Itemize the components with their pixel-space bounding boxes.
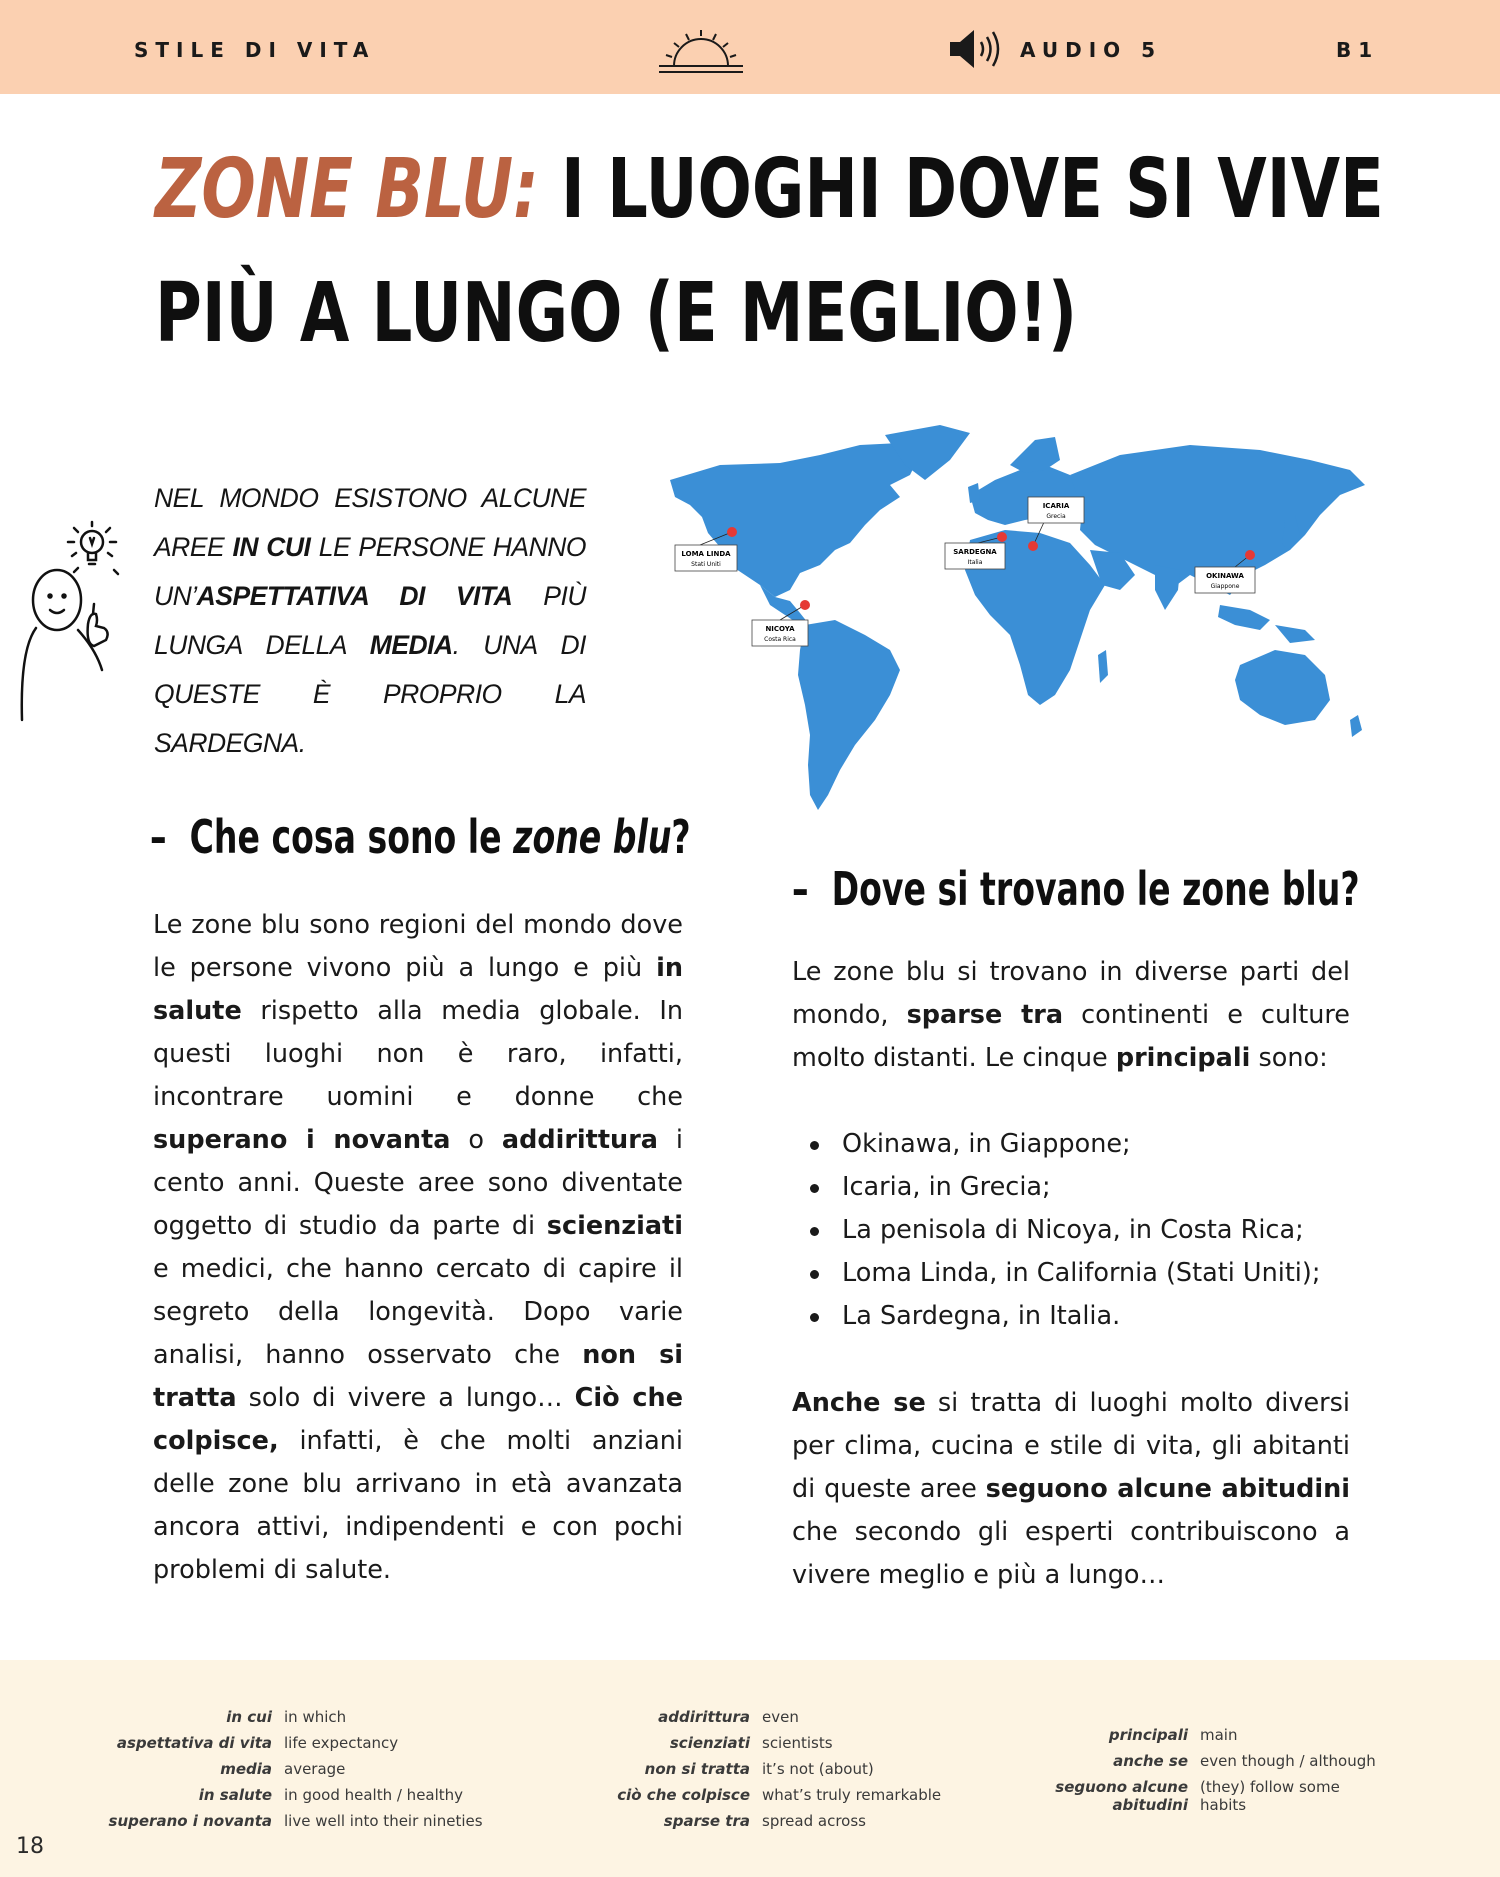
level-label: B1 (1336, 38, 1380, 62)
glossary-row: sparse tra spread across (663, 1812, 866, 1830)
intro-paragraph: NEL MONDO ESISTONO ALCUNE AREE IN CUI LE PERSONE HANNO UN’ASPETTATIVA DI VITA PIÙ LUNGA DELLA MEDIA. UNA DI QUESTE È PROPRIO LA SARDEGNA. (154, 483, 586, 758)
continents (670, 425, 1365, 810)
speaker-icon[interactable] (948, 28, 1008, 70)
glossary-row: non si tratta it’s not (about) (644, 1760, 874, 1778)
section2-paragraph1: Le zone blu si trovano in diverse parti del mondo, sparse tra continenti e culture molto distanti. Le cinque principali sono: (792, 957, 1350, 1073)
title-line1: I LUOGHI DOVE SI VIVE (538, 142, 1384, 237)
pin-sardegna[interactable] (997, 532, 1007, 542)
zone-list (790, 1123, 1320, 1338)
section1-heading: – Che cosa sono le zone blu? (150, 810, 691, 864)
city-label-loma-linda: LOMA LINDA (681, 550, 731, 558)
city-country-sardegna: Italia (967, 559, 983, 566)
page-number: 18 (16, 1834, 44, 1859)
city-label-okinawa: OKINAWA (1206, 572, 1244, 580)
glossary-col-2 (590, 1704, 941, 1834)
list-item: La penisola di Nicoya, in Costa Rica; (790, 1209, 1320, 1252)
city-label-icaria: ICARIA (1042, 502, 1070, 510)
glossary-row: scienziati scientists (669, 1734, 833, 1752)
list-item: Loma Linda, in California (Stati Uniti); (790, 1252, 1320, 1295)
sun-icon (656, 26, 746, 76)
city-country-nicoya: Costa Rica (764, 636, 796, 643)
title-line2: PIÙ A LUNGO (E MEGLIO!) (155, 266, 1078, 361)
idea-person-icon (14, 520, 124, 725)
pin-icaria[interactable] (1028, 541, 1038, 551)
glossary-row: in salute in good health / healthy (198, 1786, 464, 1804)
glossary-row: seguono alcune abitudini (they) follow some habits (1055, 1778, 1340, 1814)
glossary-col-3 (1040, 1722, 1376, 1814)
audio-label[interactable]: AUDIO 5 (1020, 38, 1163, 62)
city-country-icaria: Grecia (1046, 513, 1066, 520)
city-country-loma-linda: Stati Uniti (691, 561, 721, 568)
world-map (650, 425, 1370, 830)
glossary-row: principali main (1108, 1726, 1238, 1744)
glossary-row: superano i novanta live well into their nineties (108, 1812, 483, 1830)
pin-loma-linda[interactable] (727, 527, 737, 537)
glossary-row: ciò che colpisce what’s truly remarkable (617, 1786, 942, 1804)
city-country-okinawa: Giappone (1210, 583, 1240, 590)
pin-okinawa[interactable] (1245, 550, 1255, 560)
page-title (155, 128, 1384, 376)
list-item: Icaria, in Grecia; (790, 1166, 1320, 1209)
section1-paragraph: Le zone blu sono regioni del mondo dove le persone vivono più a lungo e più in salute rispetto alla media globale. In questi luoghi non è raro, infatti, incontrare uomini e donne che superano i novanta o addirittura i cento anni. Queste aree sono diventate oggetto di studio da parte di scienziati e medici, che hanno cercato di capire il segreto della longevità. Dopo varie analisi, hanno osservato che non si tratta solo di vivere a lungo… Ciò che colpisce, infatti, è che molti anziani delle zone blu arrivano in età avanzata ancora attivi, indipendenti e con pochi problemi di salute. (153, 910, 684, 1585)
header-band (0, 0, 1500, 94)
section2-heading: – Dove si trovano le zone blu? (792, 862, 1360, 916)
list-item: Okinawa, in Giappone; (790, 1123, 1320, 1166)
section-label: STILE DI VITA (134, 38, 376, 62)
glossary-row: anche se even though / although (1113, 1752, 1376, 1770)
glossary-row: aspettativa di vita life expectancy (116, 1734, 399, 1752)
glossary-col-1 (100, 1704, 483, 1834)
section2-paragraph2: Anche se si tratta di luoghi molto diversi per clima, cucina e stile di vita, gli abitanti di queste aree seguono alcune abitudini che secondo gli esperti contribuiscono a vivere meglio e più a lungo… (792, 1388, 1350, 1590)
glossary-row: in cui in which (226, 1708, 347, 1726)
glossary-row: addirittura even (658, 1708, 799, 1726)
title-accent: ZONE BLU: (155, 142, 539, 237)
list-item: La Sardegna, in Italia. (790, 1295, 1320, 1338)
city-label-nicoya: NICOYA (765, 625, 795, 633)
pin-nicoya[interactable] (800, 600, 810, 610)
city-label-sardegna: SARDEGNA (953, 548, 997, 556)
glossary-row: media average (220, 1760, 346, 1778)
